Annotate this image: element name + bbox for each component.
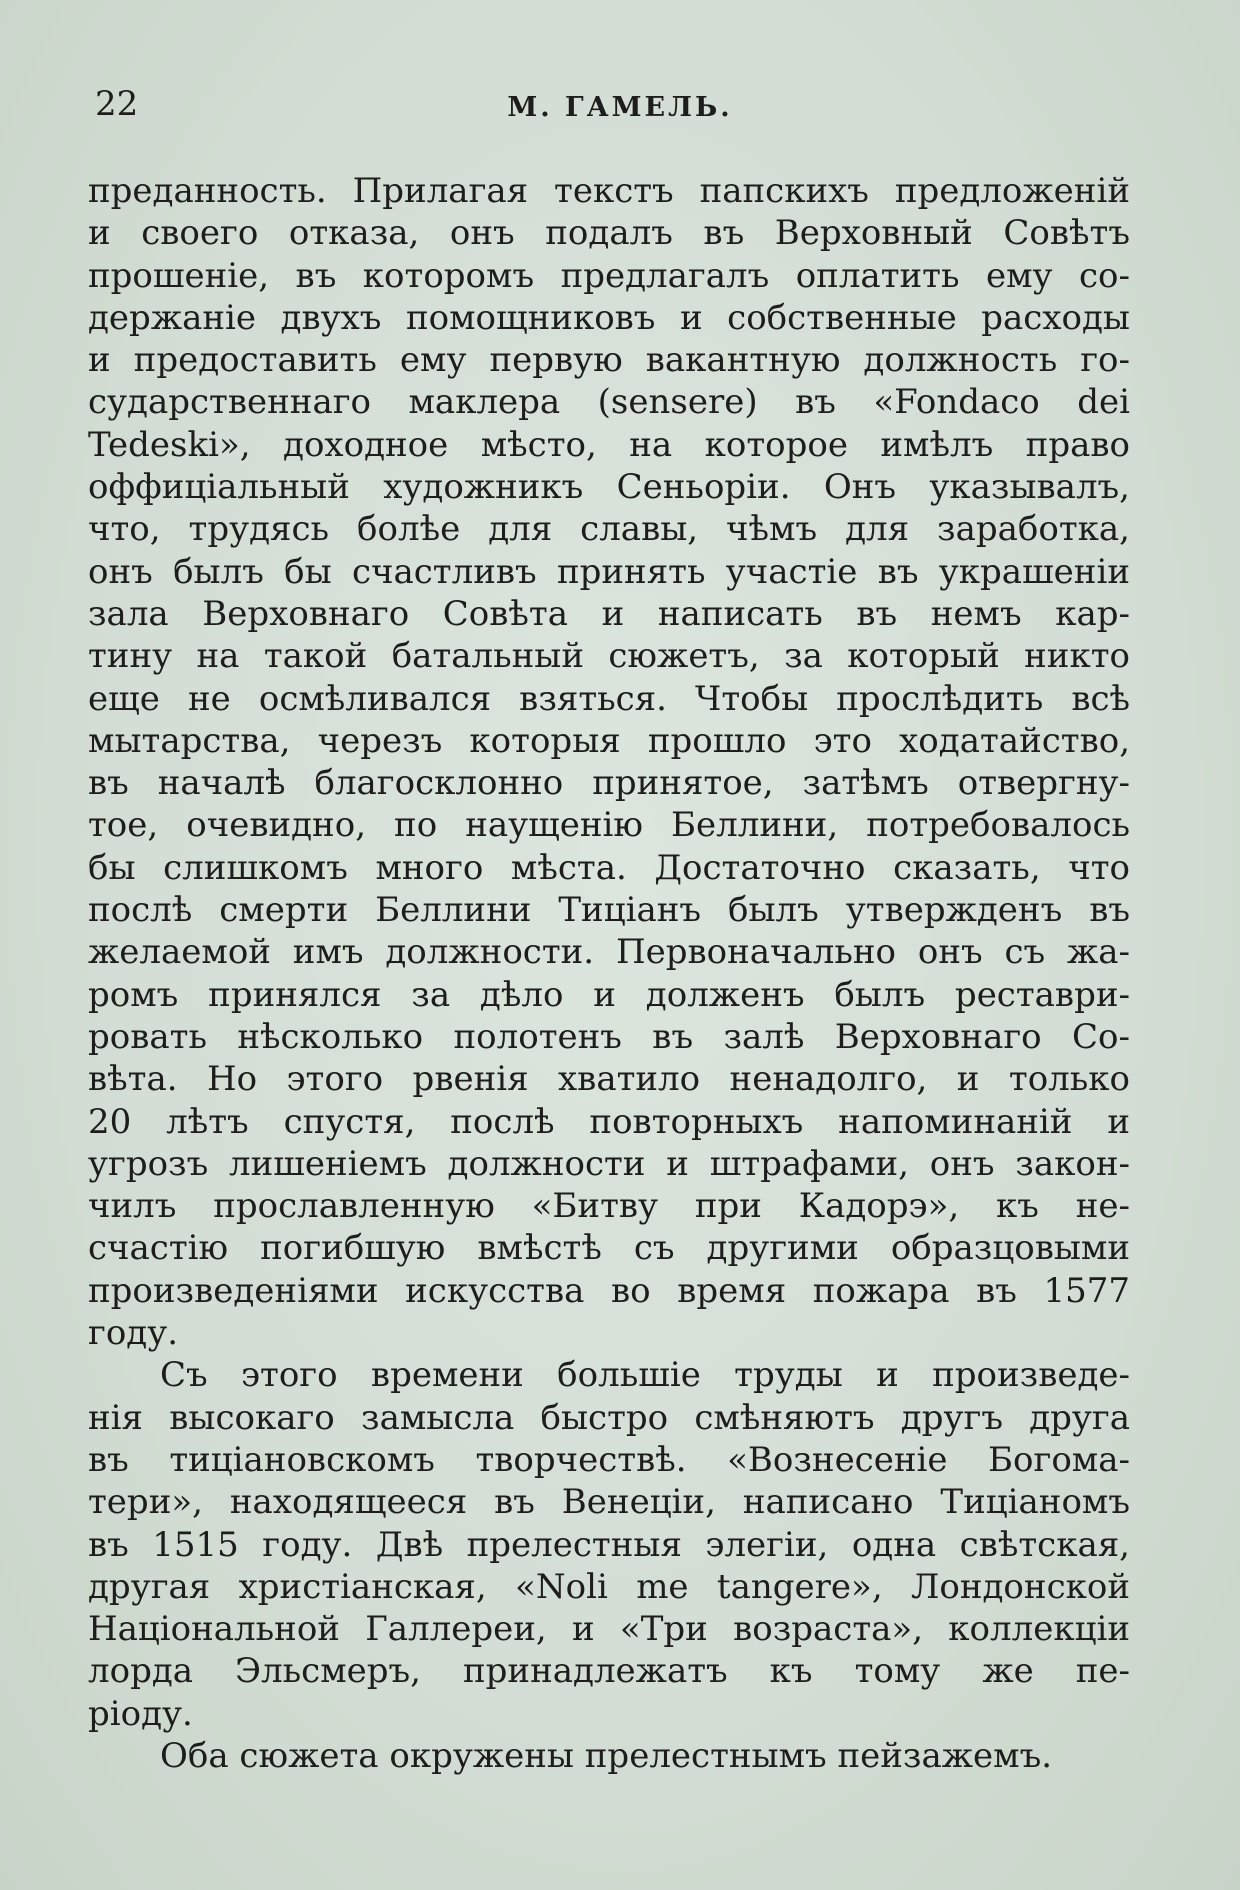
text-line: вѣта. Но этого рвенiя хватило ненадолго, и только [88,1059,1130,1100]
text-line: чилъ прославленную «Битву при Кадорэ», къ не- [88,1186,1130,1227]
text-line: и своего отказа, онъ подалъ въ Верховный Совѣтъ [88,213,1130,254]
text-line: Съ этого времени большiе труды и произведе- [160,1355,1130,1396]
text-line: еще не осмѣливался взяться. Чтобы прослѣдить всѣ [88,678,1130,719]
text-line: тину на такой батальный сюжетъ, за который никто [88,636,1130,677]
text-line: послѣ смерти Беллини Тицiанъ былъ утвержденъ въ [88,890,1130,931]
text-line: Tedeski», доходное мѣсто, на которое имѣлъ право [88,424,1130,465]
text-line: угрозъ лишенiемъ должности и штрафами, онъ закон- [88,1143,1130,1184]
text-line: нiя высокаго замысла быстро смѣняютъ другъ друга [88,1397,1130,1438]
text-line: лорда Эльсмеръ, принадлежатъ къ тому же пе- [88,1651,1130,1692]
text-line: рiоду. [88,1693,193,1734]
text-line: произведенiями искусства во время пожара въ 1577 [88,1270,1130,1311]
text-line: въ тицiановскомъ творчествѣ. «Вознесенiе Богома- [88,1439,1130,1480]
text-line: бы слишкомъ много мѣста. Достаточно сказать, что [88,847,1130,888]
text-line: другая христiанская, «Noli me tangere», Лондонской [88,1566,1130,1607]
text-line: ровать нѣсколько полотенъ въ залѣ Верховнаго Со- [88,1016,1130,1057]
text-line: держанiе двухъ помощниковъ и собственные расходы [88,297,1130,338]
text-line: тое, очевидно, по наущенiю Беллини, потребовалось [88,805,1130,846]
text-line: году. [88,1313,179,1354]
text-line: тери», находящееся въ Венецiи, написано Тицiаномъ [88,1482,1130,1523]
running-title: М. ГАМЕЛЬ. [507,92,733,123]
text-line: онъ былъ бы счастливъ принять участiе въ украшенiи [88,551,1130,592]
text-line: прошенiе, въ которомъ предлагалъ оплатить ему со- [88,255,1130,296]
text-line: зала Верховнаго Совѣта и написать въ немъ кар- [88,593,1130,634]
text-line: что, трудясь болѣе для славы, чѣмъ для заработка, [88,509,1130,550]
text-line: 20 лѣтъ спустя, послѣ повторныхъ напоминанiй и [88,1101,1130,1142]
running-head [95,84,1145,134]
text-line: оффицiальный художникъ Сеньорiи. Онъ указывалъ, [88,467,1130,508]
text-line: преданность. Прилагая текстъ папскихъ предложенiй [88,171,1130,211]
text-line: желаемой имъ должности. Первоначально онъ съ жа- [88,932,1130,973]
text-line: въ началѣ благосклонно принятое, затѣмъ отвергну- [88,763,1130,804]
text-line: мытарства, черезъ которыя прошло это ходатайство, [88,720,1130,761]
text-line: въ 1515 году. Двѣ прелестныя элегiи, одна свѣтская, [88,1524,1130,1565]
body-text [88,170,1130,1777]
text-line: счастiю погибшую вмѣстѣ съ другими образцовыми [88,1228,1130,1269]
text-line: и предоставить ему первую вакантную должность го- [88,340,1130,381]
text-line: Оба сюжета окружены прелестнымъ пейзажемъ. [160,1735,1053,1776]
text-line: Нацiональной Галлереи, и «Три возраста», коллекцiи [88,1609,1130,1650]
page-number: 22 [95,84,139,124]
text-line: ромъ принялся за дѣло и долженъ былъ реставри- [88,974,1130,1015]
text-line: сударственнаго маклера (sensere) въ «Fondaco dei [88,382,1130,423]
